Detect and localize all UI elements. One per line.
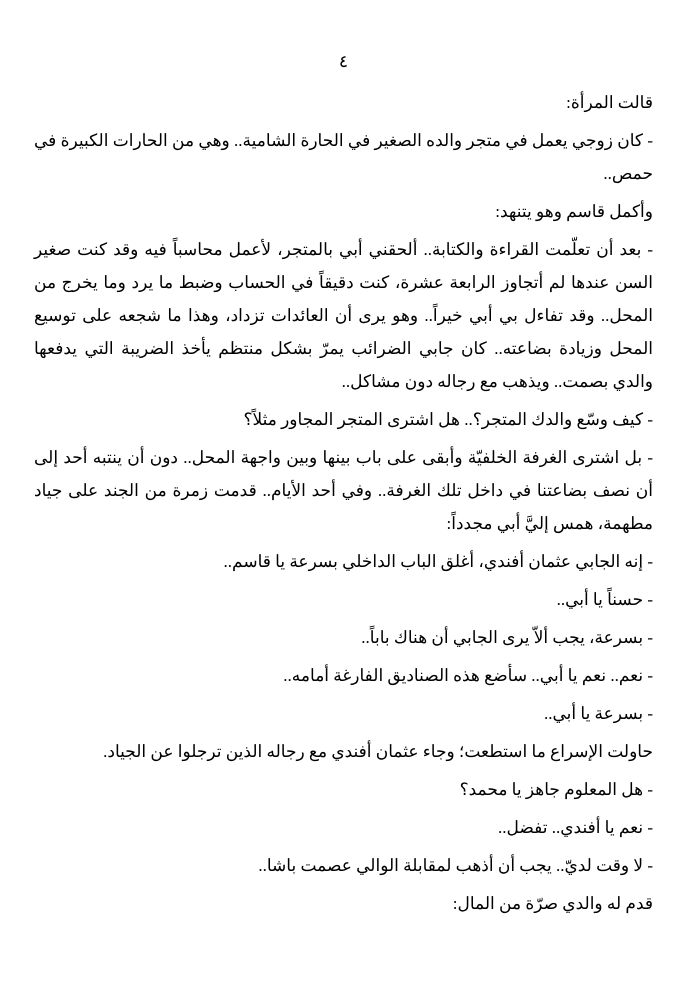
paragraph-6: - بل اشترى الغرفة الخلفيّة وأبقى على باب بينها وبين واجهة المحل.. دون أن ينتبه أحد إلى أن نصف بضاعتنا في داخل تلك الغرفة.. وفي أحد الأيام.. قدمت زمرة من الجند على جياد مطهمة، همس إليَّ أبي مجدداً: [34,448,653,533]
paragraph-1: قالت المرأة: [566,93,653,112]
paragraph-5: - كيف وسّع والدك المتجر؟.. هل اشترى المتجر المجاور مثلاً؟ [243,410,653,429]
page-number: ٤ [338,52,349,71]
paragraph-9: - بسرعة، يجب ألاّ يرى الجابي أن هناك باباً.. [361,628,653,647]
paragraph-12: حاولت الإسراع ما استطعت؛ وجاء عثمان أفندي مع رجاله الذين ترجلوا عن الجياد. [103,742,653,761]
paragraph-2: - كان زوجي يعمل في متجر والده الصغير في الحارة الشامية.. وهي من الحارات الكبيرة في حمص.. [34,131,653,183]
paragraph-8: - حسناً يا أبي.. [556,590,653,609]
paragraph-10: - نعم.. نعم يا أبي.. سأضع هذه الصناديق الفارغة أمامه.. [283,666,653,685]
paragraph-4: - بعد أن تعلّمت القراءة والكتابة.. ألحقني أبي بالمتجر، لأعمل محاسباً فيه وقد كنت صغير السن عندها لم أتجاوز الرابعة عشرة، كنت دقيقاً في الحساب وضبط ما يرد وما يخرج من المحل.. وقد تفاءل بي أبي خيراً.. وهو يرى أن العائدات تزداد، وهذا ما شجعه على توسيع المحل وزيادة بضاعته.. كان جابي الضرائب يمرّ بشكل منتظم يأخذ الضريبة التي يدفعها والدي بصمت.. ويذهب مع رجاله دون مشاكل.. [34,240,653,391]
paragraph-16: قدم له والدي صرّة من المال: [452,894,653,913]
paragraph-3: وأكمل قاسم وهو يتنهد: [495,202,653,221]
paragraph-11: - بسرعة يا أبي.. [544,704,653,723]
paragraph-13: - هل المعلوم جاهز يا محمد؟ [459,780,653,799]
paragraph-15: - لا وقت لديّ.. يجب أن أذهب لمقابلة الوالي عصمت باشا.. [258,856,653,875]
paragraph-7: - إنه الجابي عثمان أفندي، أغلق الباب الداخلي بسرعة يا قاسم.. [223,552,653,571]
paragraph-14: - نعم يا أفندي.. تفضل.. [498,818,653,837]
